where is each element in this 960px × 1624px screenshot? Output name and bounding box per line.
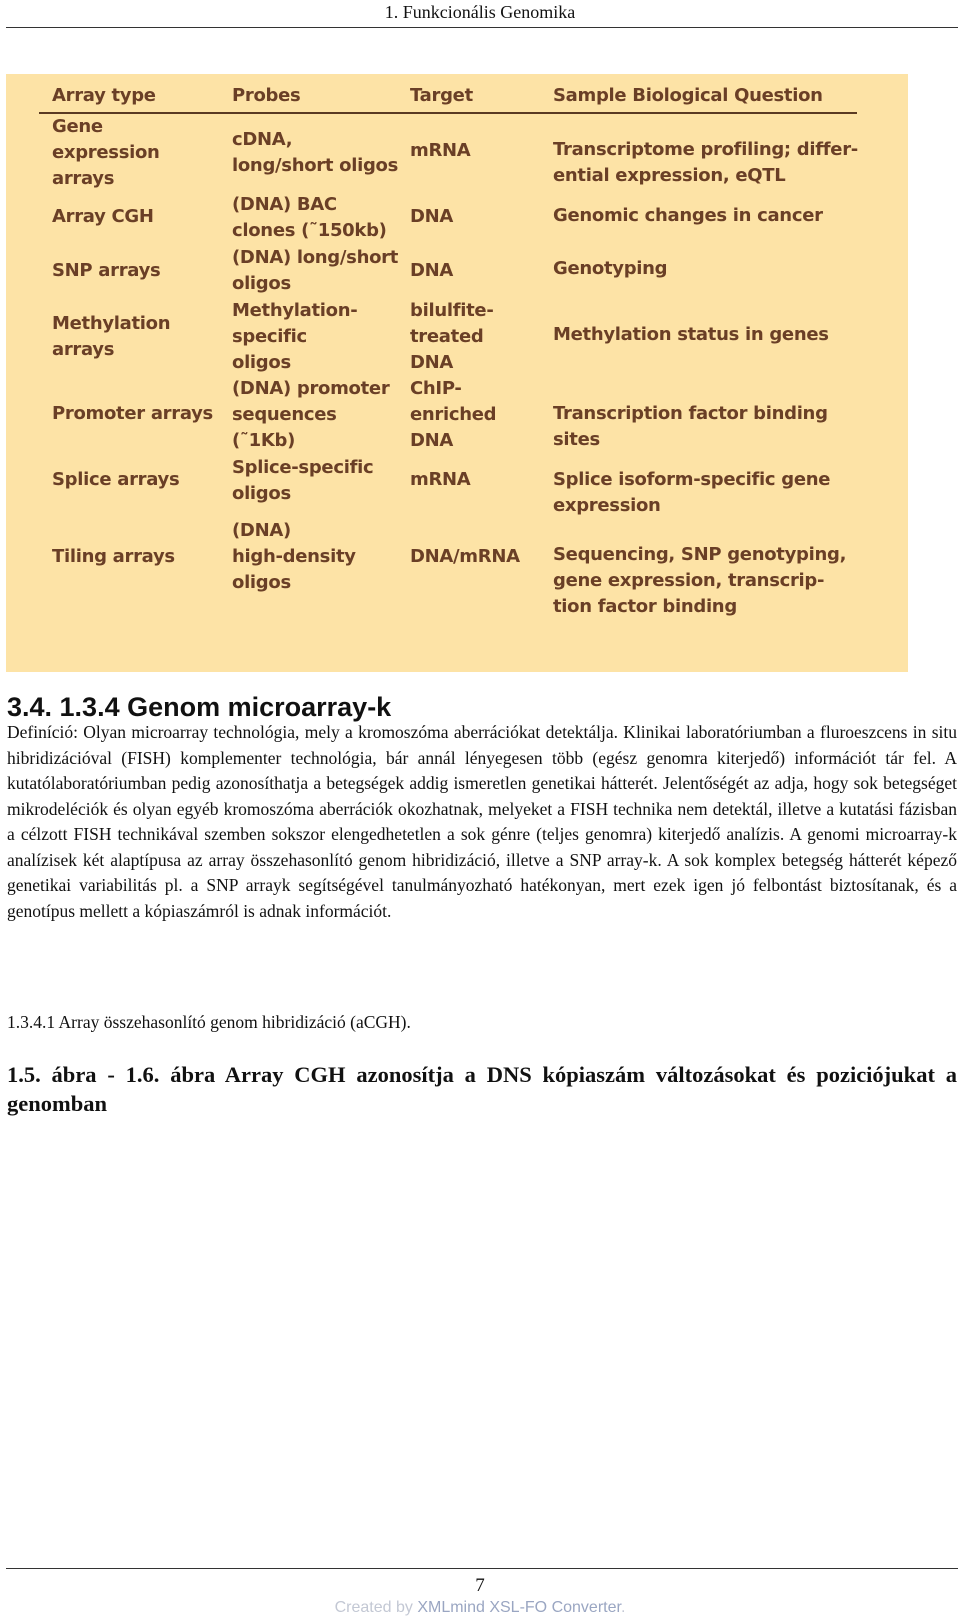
page-header: 1. Funkcionális Genomika bbox=[384, 2, 576, 22]
row-type-tiling: Tiling arrays bbox=[52, 546, 175, 567]
row-target-methylation: bilulfite- treated DNA bbox=[410, 300, 494, 373]
section-title: 3.4. 1.3.4 Genom microarray-k bbox=[7, 692, 392, 722]
column-header-question: Sample Biological Question bbox=[553, 85, 823, 106]
row-question-array-cgh: Genomic changes in cancer bbox=[553, 205, 823, 226]
row-question-splice: Splice isoform-specific gene expression bbox=[553, 469, 831, 516]
figure-caption: 1.5. ábra - 1.6. ábra Array CGH azonosítja a DNS kópiaszám változásokat és poziciójukat a genomban bbox=[7, 1062, 957, 1116]
row-type-methylation: Methylation arrays bbox=[52, 313, 171, 360]
row-probes-promoter: (DNA) promoter sequences (˜1Kb) bbox=[232, 378, 390, 451]
row-question-gene-expression: Transcriptome profiling; differ- ential expression, eQTL bbox=[553, 139, 858, 186]
row-target-promoter: ChIP- enriched DNA bbox=[410, 378, 497, 451]
row-type-splice: Splice arrays bbox=[52, 469, 180, 490]
generator-prefix: Created by bbox=[334, 1599, 418, 1616]
row-question-tiling: Sequencing, SNP genotyping, gene expression, transcrip- tion factor binding bbox=[553, 544, 847, 617]
column-header-array-type: Array type bbox=[52, 85, 156, 106]
row-target-array-cgh: DNA bbox=[410, 206, 454, 227]
row-probes-snp: (DNA) long/short oligos bbox=[232, 247, 399, 294]
row-type-array-cgh: Array CGH bbox=[52, 206, 154, 227]
header-divider bbox=[6, 27, 958, 28]
row-target-splice: mRNA bbox=[410, 469, 471, 490]
row-question-promoter: Transcription factor binding sites bbox=[553, 403, 828, 450]
row-probes-splice: Splice-specific oligos bbox=[232, 457, 374, 504]
column-header-target: Target bbox=[410, 85, 473, 106]
subsection-heading: 1.3.4.1 Array összehasonlító genom hibridizáció (aCGH). bbox=[7, 1012, 411, 1032]
row-probes-gene-expression: cDNA, long/short oligos bbox=[232, 129, 399, 176]
row-type-snp: SNP arrays bbox=[52, 260, 161, 281]
row-type-gene-expression: Gene expression arrays bbox=[52, 116, 160, 189]
array-types-figure bbox=[6, 74, 908, 672]
row-probes-array-cgh: (DNA) BAC clones (˜150kb) bbox=[232, 194, 387, 241]
generator-suffix: . bbox=[620, 1599, 626, 1616]
row-probes-tiling: (DNA) high-density oligos bbox=[232, 520, 356, 593]
figure-header-divider bbox=[39, 112, 857, 114]
generator-brand-link[interactable]: XMLmind XSL-FO Converter bbox=[417, 1599, 621, 1616]
row-target-tiling: DNA/mRNA bbox=[410, 546, 520, 567]
page-number: 7 bbox=[475, 1575, 485, 1596]
row-target-snp: DNA bbox=[410, 260, 454, 281]
definition-paragraph: Definíció: Olyan microarray technológia, mely a kromoszóma aberrációkat detektálja. Klinikai laboratóriumban a fluroeszcens in situ hibridizációval (FISH) komplementer technológia, bár annál lényegesen több (egész genomra kiterjedő) információt tár fel. A kutatólaboratóriumban pedig azonosíthatja a betegségek addig ismeretlen genetikai hátterét. Jelentőségét az adja, hogy sok betegséget mikrodeléciók és olyan egyéb kromoszóma aberrációk okozhatnak, melyeket a FISH technika nem detektál, illetve a kutatási fázisban a célzott FISH technikával szemben sokszor elengedhetetlen a sok génre (teljes genomra) kiterjedő analízis. A genomi microarray-k analízisek két alaptípusa az array összehasonlító genom hibridizáció, illetve a SNP array-k. A sok komplex betegség hátterét képező genetikai variabilitás pl. a SNP arrayk segítségével tanulmányozható hatékonyan, mert ezek igen jó felbontást biztosítanak, és a genotípus mellett a kópiaszámról is adnak információt. bbox=[7, 722, 957, 921]
row-question-snp: Genotyping bbox=[553, 258, 668, 279]
row-probes-methylation: Methylation- specific oligos bbox=[232, 300, 358, 373]
column-header-probes: Probes bbox=[232, 85, 301, 106]
generator-credit bbox=[0, 1599, 960, 1617]
row-type-promoter: Promoter arrays bbox=[52, 403, 213, 424]
footer-divider bbox=[6, 1568, 958, 1569]
row-target-gene-expression: mRNA bbox=[410, 140, 471, 161]
row-question-methylation: Methylation status in genes bbox=[553, 324, 829, 345]
